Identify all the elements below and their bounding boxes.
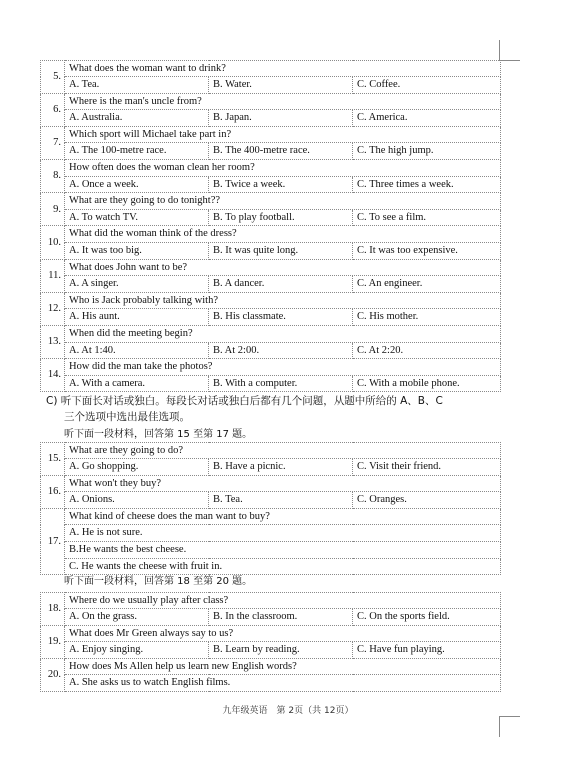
question-number: 13. bbox=[41, 326, 65, 359]
question-number: 6. bbox=[41, 93, 65, 126]
option-c: C. It was too expensive. bbox=[353, 243, 501, 260]
options-row bbox=[41, 243, 501, 260]
section-c-line-1: C) 听下面长对话或独白。每段长对话或独白后都有几个问题，从题中所给的 A、B、C bbox=[46, 395, 443, 407]
question-number: 5. bbox=[41, 60, 65, 93]
question-row bbox=[41, 259, 501, 276]
options-row bbox=[41, 110, 501, 127]
option-b: B. Tea. bbox=[209, 492, 353, 509]
question-row bbox=[41, 226, 501, 243]
question-text: When did the meeting begin? bbox=[65, 326, 501, 343]
option-c: C. Oranges. bbox=[353, 492, 501, 509]
options-row bbox=[41, 276, 501, 293]
question-number: 18. bbox=[41, 592, 65, 625]
option-b: B. Have a picnic. bbox=[209, 459, 353, 476]
options-row bbox=[41, 609, 501, 626]
options-row bbox=[41, 77, 501, 94]
option-b: B. Learn by reading. bbox=[209, 642, 353, 659]
options-row bbox=[41, 209, 501, 226]
option-b: B. The 400-metre race. bbox=[209, 143, 353, 160]
option-a: A. A singer. bbox=[65, 276, 209, 293]
option-c: C. He wants the cheese with fruit in. bbox=[65, 558, 501, 575]
options-row bbox=[41, 642, 501, 659]
question-number: 9. bbox=[41, 193, 65, 226]
question-number: 17. bbox=[41, 508, 65, 574]
question-text: What does Mr Green always say to us? bbox=[65, 625, 501, 642]
option-b: B. At 2:00. bbox=[209, 342, 353, 359]
option-a: A. The 100-metre race. bbox=[65, 143, 209, 160]
options-row bbox=[41, 375, 501, 392]
option-c: C. At 2:20. bbox=[353, 342, 501, 359]
option-a: A. Onions. bbox=[65, 492, 209, 509]
option-a: A. His aunt. bbox=[65, 309, 209, 326]
option-c: C. An engineer. bbox=[353, 276, 501, 293]
option-b: B. A dancer. bbox=[209, 276, 353, 293]
options-row bbox=[41, 459, 501, 476]
options-row bbox=[41, 675, 501, 692]
question-text: What did the woman think of the dress? bbox=[65, 226, 501, 243]
option-a: A. With a camera. bbox=[65, 375, 209, 392]
option-c: C. America. bbox=[353, 110, 501, 127]
option-c: C. Visit their friend. bbox=[353, 459, 501, 476]
instruction-18-20: 听下面一段材料，回答第 18 至第 20 题。 bbox=[64, 576, 253, 587]
question-number: 7. bbox=[41, 126, 65, 159]
question-row bbox=[41, 475, 501, 492]
question-text: What are they going to do tonight?? bbox=[65, 193, 501, 210]
option-c: C. Have fun playing. bbox=[353, 642, 501, 659]
options-row bbox=[41, 492, 501, 509]
question-row bbox=[41, 442, 501, 459]
question-row bbox=[41, 508, 501, 525]
option-a: A. She asks us to watch English films. bbox=[65, 675, 501, 692]
question-text: What won't they buy? bbox=[65, 475, 501, 492]
option-a: A. Enjoy singing. bbox=[65, 642, 209, 659]
question-table-18-20 bbox=[40, 592, 500, 692]
question-row bbox=[41, 625, 501, 642]
question-number: 10. bbox=[41, 226, 65, 259]
question-text: Which sport will Michael take part in? bbox=[65, 126, 501, 143]
crop-mark-top-right bbox=[499, 40, 520, 61]
option-b: B. It was quite long. bbox=[209, 243, 353, 260]
question-row bbox=[41, 359, 501, 376]
option-c: C. The high jump. bbox=[353, 143, 501, 160]
question-number: 8. bbox=[41, 160, 65, 193]
option-a: A. At 1:40. bbox=[65, 342, 209, 359]
option-b: B. To play football. bbox=[209, 209, 353, 226]
option-b: B. Twice a week. bbox=[209, 176, 353, 193]
option-c: C. Coffee. bbox=[353, 77, 501, 94]
question-row bbox=[41, 93, 501, 110]
options-row bbox=[41, 309, 501, 326]
options-row bbox=[41, 342, 501, 359]
option-a: A. To watch TV. bbox=[65, 209, 209, 226]
option-a: A. Go shopping. bbox=[65, 459, 209, 476]
question-text: What are they going to do? bbox=[65, 442, 501, 459]
question-number: 12. bbox=[41, 292, 65, 325]
option-a: A. Australia. bbox=[65, 110, 209, 127]
option-b: B. His classmate. bbox=[209, 309, 353, 326]
question-row bbox=[41, 60, 501, 77]
question-number: 14. bbox=[41, 359, 65, 392]
options-row bbox=[41, 558, 501, 575]
question-text: What does the woman want to drink? bbox=[65, 60, 501, 77]
question-text: How often does the woman clean her room? bbox=[65, 160, 501, 177]
question-text: Who is Jack probably talking with? bbox=[65, 292, 501, 309]
section-c-line-2: 三个选项中选出最佳选项。 bbox=[64, 411, 190, 423]
option-b: B. With a computer. bbox=[209, 375, 353, 392]
section-c-instructions bbox=[46, 393, 496, 425]
option-c: C. Three times a week. bbox=[353, 176, 501, 193]
option-b: B. Water. bbox=[209, 77, 353, 94]
option-c: C. To see a film. bbox=[353, 209, 501, 226]
question-row bbox=[41, 160, 501, 177]
question-row bbox=[41, 592, 501, 609]
question-table-5-14 bbox=[40, 60, 500, 392]
question-number: 11. bbox=[41, 259, 65, 292]
question-row bbox=[41, 658, 501, 675]
question-row bbox=[41, 292, 501, 309]
option-c: C. With a mobile phone. bbox=[353, 375, 501, 392]
option-a: A. He is not sure. bbox=[65, 525, 501, 542]
options-row bbox=[41, 143, 501, 160]
option-b: B.He wants the best cheese. bbox=[65, 542, 501, 559]
option-a: A. Once a week. bbox=[65, 176, 209, 193]
question-text: What does John want to be? bbox=[65, 259, 501, 276]
option-a: A. Tea. bbox=[65, 77, 209, 94]
option-c: C. His mother. bbox=[353, 309, 501, 326]
question-text: What kind of cheese does the man want to buy? bbox=[65, 508, 501, 525]
option-b: B. In the classroom. bbox=[209, 609, 353, 626]
option-a: A. On the grass. bbox=[65, 609, 209, 626]
question-row bbox=[41, 126, 501, 143]
option-c: C. On the sports field. bbox=[353, 609, 501, 626]
options-row bbox=[41, 525, 501, 542]
option-b: B. Japan. bbox=[209, 110, 353, 127]
question-number: 15. bbox=[41, 442, 65, 475]
question-text: How does Ms Allen help us learn new English words? bbox=[65, 658, 501, 675]
question-number: 19. bbox=[41, 625, 65, 658]
instruction-15-17: 听下面一段材料，回答第 15 至第 17 题。 bbox=[64, 429, 253, 440]
question-table-15-17 bbox=[40, 442, 500, 575]
question-row bbox=[41, 326, 501, 343]
options-row bbox=[41, 542, 501, 559]
crop-mark-bottom-right bbox=[499, 716, 520, 737]
option-a: A. It was too big. bbox=[65, 243, 209, 260]
page-footer: 九年级英语 第 2页（共 12页） bbox=[222, 706, 354, 716]
question-text: Where is the man's uncle from? bbox=[65, 93, 501, 110]
question-number: 20. bbox=[41, 658, 65, 691]
options-row bbox=[41, 176, 501, 193]
question-row bbox=[41, 193, 501, 210]
question-text: How did the man take the photos? bbox=[65, 359, 501, 376]
question-number: 16. bbox=[41, 475, 65, 508]
question-text: Where do we usually play after class? bbox=[65, 592, 501, 609]
